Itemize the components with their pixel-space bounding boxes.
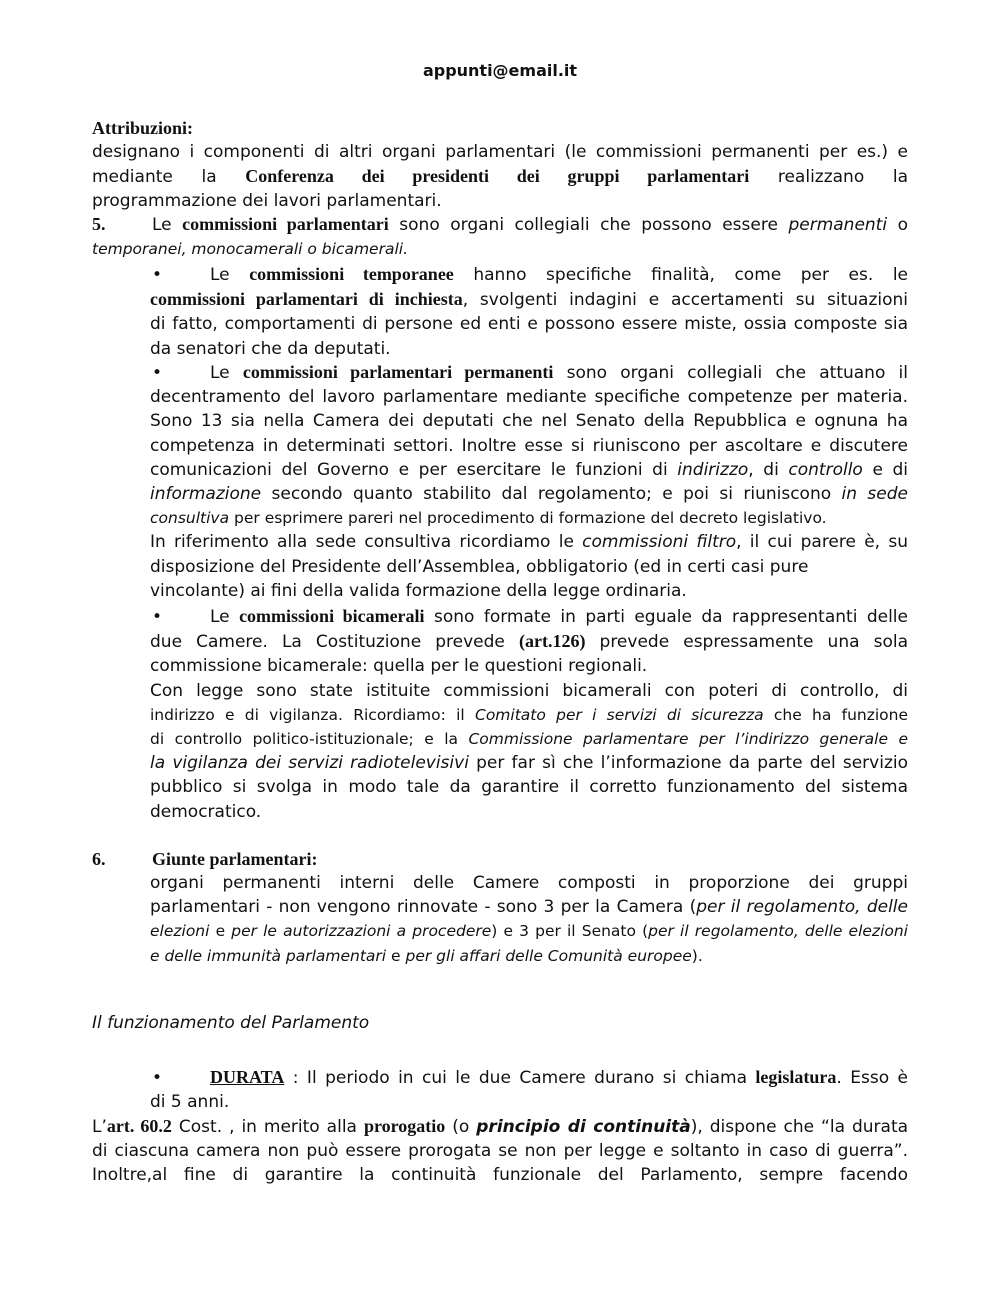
bicamerali-line-4: Con legge sono state istituite commissioni bicamerali con poteri di controllo, di bbox=[150, 680, 908, 701]
text-span: mediante la bbox=[92, 167, 246, 187]
section-title: Il funzionamento del Parlamento bbox=[92, 1013, 370, 1033]
bullet-icon: • bbox=[152, 1068, 163, 1088]
point-5 bbox=[92, 212, 908, 261]
bullet-permanenti bbox=[150, 360, 908, 603]
funz-line-3: Inoltre,al fine di garantire la continuità funzionale del Parlamento, sempre facendo bbox=[92, 1165, 908, 1185]
point-5-line-2: temporanei, monocamerali o bicamerali. bbox=[92, 240, 409, 258]
temporanee-line-1 bbox=[150, 262, 908, 287]
funzionamento-paragraph bbox=[92, 1114, 908, 1187]
text-span: comunicazioni del Governo e per esercitare le funzioni di bbox=[150, 459, 678, 480]
text-span: due Camere. La Costituzione prevede bbox=[150, 632, 519, 653]
text-span: In riferimento alla sede consultiva ricordiamo le bbox=[150, 532, 583, 553]
attribuzioni-line-2 bbox=[92, 164, 908, 189]
italic-term: commissioni filtro bbox=[582, 532, 737, 553]
durata-line-2: di 5 anni. bbox=[150, 1092, 230, 1113]
point-6-title bbox=[92, 847, 908, 872]
text-span: Le bbox=[210, 363, 243, 383]
attribuzioni-heading: Attribuzioni: bbox=[92, 118, 193, 138]
text-span: o bbox=[887, 215, 908, 235]
permanenti-line-10: vincolante) ai fini della valida formazione della legge ordinaria. bbox=[150, 580, 687, 601]
bullet-bicamerali bbox=[150, 604, 908, 824]
bold-term: Giunte parlamentari: bbox=[152, 849, 318, 869]
text-span: sono formate in parti eguale da rappresentanti delle bbox=[424, 607, 908, 627]
permanenti-line-1 bbox=[150, 360, 908, 385]
text-span: sono organi collegiali che attuano il bbox=[553, 363, 908, 383]
bold-term: prorogatio bbox=[363, 1116, 446, 1136]
funz-line-1 bbox=[92, 1114, 908, 1139]
permanenti-line-6 bbox=[150, 482, 908, 506]
text-span: realizzano la bbox=[749, 167, 908, 187]
text-span: di controllo politico-istituzionale; e la bbox=[150, 730, 469, 749]
bold-term: legislatura bbox=[755, 1067, 837, 1087]
italic-term: per il regolamento, delle elezioni bbox=[648, 922, 908, 941]
permanenti-line-4: competenza in determinati settori. Inoltre esse si riuniscono per ascoltare e discutere bbox=[150, 435, 908, 456]
text-span: e bbox=[209, 922, 232, 941]
bold-term: commissioni parlamentari permanenti bbox=[242, 362, 554, 382]
text-span: Cost. , in merito alla bbox=[171, 1117, 364, 1137]
permanenti-line-5 bbox=[150, 458, 908, 482]
text-span: , il cui parere è, su bbox=[736, 532, 908, 553]
bold-term: commissioni parlamentari bbox=[182, 214, 389, 234]
bullet-durata bbox=[150, 1065, 908, 1114]
italic-term: controllo bbox=[788, 459, 863, 480]
text-span: : Il periodo in cui le due Camere durano si chiama bbox=[284, 1068, 756, 1088]
bicamerali-line-9: democratico. bbox=[150, 801, 262, 822]
point-6-heading bbox=[92, 847, 908, 872]
text-span: Le bbox=[210, 607, 240, 627]
bold-term: DURATA bbox=[210, 1067, 285, 1087]
italic-term: e delle immunità parlamentari bbox=[150, 946, 387, 965]
text-span: , svolgenti indagini e accertamenti su situazioni bbox=[462, 290, 908, 311]
text-span: sono organi collegiali che possono essere bbox=[388, 215, 789, 235]
text-span: Le bbox=[152, 215, 183, 235]
text-span: , di bbox=[748, 459, 789, 480]
italic-term: per gli affari delle Comunità europee bbox=[405, 946, 692, 965]
permanenti-line-2: decentramento del lavoro parlamentare mediante specifiche competenze per materia. bbox=[150, 387, 908, 408]
text-span: per far sì che l’informazione da parte del servizio bbox=[468, 753, 909, 774]
bold-term: commissioni parlamentari di inchiesta bbox=[150, 289, 463, 310]
italic-term: la vigilanza dei servizi radiotelevisivi bbox=[150, 753, 469, 774]
permanenti-line-7 bbox=[150, 506, 908, 530]
bicamerali-line-6 bbox=[150, 727, 908, 751]
bullet-icon: • bbox=[152, 607, 163, 627]
temporanee-line-4: da senatori che da deputati. bbox=[150, 338, 391, 359]
bold-term: art. 60.2 bbox=[106, 1116, 172, 1136]
attribuzioni-section bbox=[92, 116, 908, 213]
giunte-line-1: organi permanenti interni delle Camere composti in proporzione dei gruppi bbox=[150, 873, 908, 893]
giunte-line-4 bbox=[150, 944, 908, 968]
giunte-line-3 bbox=[150, 919, 908, 943]
bicamerali-line-7 bbox=[150, 751, 908, 775]
point-5-line-1 bbox=[92, 212, 908, 237]
bicamerali-line-8: pubblico si svolga in modo tale da garantire il corretto funzionamento del sistema bbox=[150, 777, 908, 798]
point-number: 6. bbox=[92, 849, 106, 869]
text-span: che ha funzione bbox=[763, 705, 909, 724]
italic-term: per le autorizzazioni a procedere bbox=[231, 922, 492, 941]
text-span: Le bbox=[210, 265, 250, 285]
attribuzioni-line-3: programmazione dei lavori parlamentari. bbox=[92, 191, 442, 211]
temporanee-line-2 bbox=[150, 287, 908, 312]
bicamerali-line-1 bbox=[150, 604, 908, 629]
bicamerali-line-5 bbox=[150, 703, 908, 727]
italic-term: indirizzo bbox=[677, 459, 749, 480]
text-span: secondo quanto stabilito dal regolamento; e poi si riuniscono bbox=[261, 484, 842, 505]
text-span: indirizzo e di vigilanza. Ricordiamo: il bbox=[150, 705, 475, 724]
bicamerali-line-2 bbox=[150, 629, 908, 654]
funz-line-2: di ciascuna camera non può essere prorogata se non per legge e soltanto in caso di guerra”. bbox=[92, 1141, 908, 1161]
italic-term: consultiva bbox=[150, 509, 230, 528]
bold-term: Conferenza dei presidenti dei gruppi parlamentari bbox=[245, 166, 750, 186]
text-span: (o bbox=[445, 1117, 477, 1137]
permanenti-line-9: disposizione del Presidente dell’Assemblea, obbligatorio (ed in certi casi pure bbox=[150, 556, 809, 577]
italic-term: in sede bbox=[841, 484, 908, 505]
text-span: L’ bbox=[92, 1117, 107, 1137]
italic-term: Comitato per i servizi di sicurezza bbox=[475, 705, 764, 724]
bullet-icon: • bbox=[152, 363, 163, 383]
permanenti-line-8 bbox=[150, 530, 908, 554]
italic-term: per il regolamento, delle bbox=[696, 897, 908, 918]
text-span: prevede espressamente una sola bbox=[585, 632, 908, 653]
text-span: per esprimere pareri nel procedimento di formazione del decreto legislativo. bbox=[229, 509, 827, 528]
permanenti-line-3: Sono 13 sia nella Camera dei deputati che nel Senato della Repubblica e ognuna ha bbox=[150, 411, 908, 432]
temporanee-line-3: di fatto, comportamenti di persone ed enti e possono essere miste, ossia composte sia bbox=[150, 314, 908, 335]
text-span: ), dispone che “la durata bbox=[690, 1117, 909, 1137]
text-span: ) e 3 per il Senato ( bbox=[491, 922, 649, 941]
point-6-body bbox=[150, 871, 908, 968]
text-span: e bbox=[386, 946, 406, 965]
italic-term: informazione bbox=[150, 484, 262, 505]
giunte-line-2 bbox=[150, 895, 908, 919]
header-email: appunti@email.it bbox=[422, 61, 578, 80]
text-span: . Esso è bbox=[836, 1068, 908, 1088]
italic-term: principio di continuità bbox=[476, 1117, 691, 1137]
text-span: parlamentari - non vengono rinnovate - sono 3 per la Camera ( bbox=[150, 897, 697, 918]
bold-term: commissioni temporanee bbox=[249, 264, 454, 284]
bullet-temporanee bbox=[150, 262, 908, 361]
attribuzioni-line-1: designano i componenti di altri organi parlamentari (le commissioni permanenti per es.) e bbox=[92, 142, 908, 162]
durata-line-1 bbox=[150, 1065, 908, 1090]
bold-term: commissioni bicamerali bbox=[239, 606, 425, 626]
bold-term: (art.126) bbox=[518, 631, 586, 652]
point-number: 5. bbox=[92, 214, 106, 234]
bicamerali-line-3: commissione bicamerale: quella per le questioni regionali. bbox=[150, 656, 648, 677]
text-span: hanno specifiche finalità, come per es. le bbox=[453, 265, 908, 285]
italic-term: Commissione parlamentare per l’indirizzo generale e bbox=[468, 730, 908, 749]
bullet-icon: • bbox=[152, 265, 163, 285]
text-span: e di bbox=[862, 459, 909, 480]
text-span: ). bbox=[691, 946, 703, 965]
italic-term: elezioni bbox=[150, 922, 210, 941]
italic-term: permanenti bbox=[788, 215, 888, 235]
